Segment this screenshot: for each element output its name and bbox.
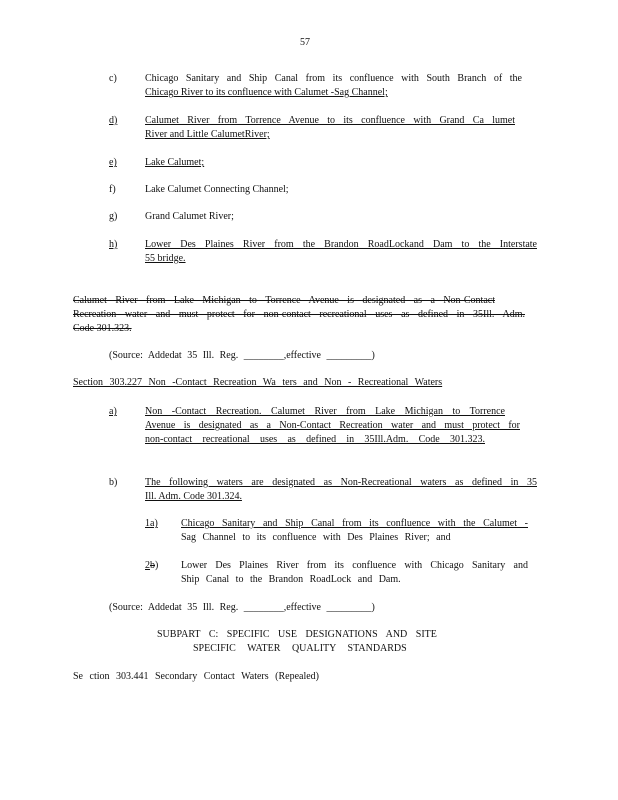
list-marker: a) xyxy=(109,406,117,417)
source-note: (Source: Addedat 35 Ill. Reg. ________,effective _________) xyxy=(109,350,375,361)
marker-paren: ) xyxy=(155,560,159,571)
list-item-line: The following waters are designated as Non-Recreational waters as defined in 35 xyxy=(145,477,537,488)
list-item-line: Chicago Sanitary and Ship Canal from its confluence with South Branch of the xyxy=(145,73,522,84)
subpart-heading: SPECIFIC WATER QUALITY STANDARDS xyxy=(193,643,407,654)
source-note: (Source: Addedat 35 Ill. Reg. ________,effective _________) xyxy=(109,602,375,613)
list-item-line: Calumet River from Torrence Avenue to its confluence with Grand Ca lumet xyxy=(145,115,515,126)
list-item-line: Avenue is designated as a Non-Contact Recreation water and must protect for xyxy=(145,420,520,431)
section-heading: Section 303.227 Non -Contact Recreation Wa ters and Non - Recreational Waters xyxy=(73,377,443,388)
list-item-line: Lower Des Plaines River from the Brandon RoadLockand Dam to the Interstate xyxy=(145,239,537,250)
list-item-line: Ship Canal to the Brandon RoadLock and Dam. xyxy=(181,574,401,585)
inserted-marker: 2 xyxy=(145,560,150,571)
list-item-line: Chicago River to its confluence with Calumet -Sag Channel; xyxy=(145,87,388,98)
page-number: 57 xyxy=(300,37,310,48)
list-item-line: 55 bridge. xyxy=(145,253,186,264)
list-item-line: non-contact recreational uses as defined in 35Ill.Adm. Code 301.323. xyxy=(145,434,485,445)
list-marker: h) xyxy=(109,239,118,250)
deleted-text-line: Code 301.323. xyxy=(73,323,132,334)
list-item-line: Sag Channel to its confluence with Des Plaines River; and xyxy=(181,532,451,543)
deleted-text-line: Calumet River from Lake Michigan to Torrence Avenue is designated as a Non-Contact xyxy=(73,295,495,306)
list-item-line: Lake Calumet Connecting Channel; xyxy=(145,184,289,195)
list-item-line: Grand Calumet River; xyxy=(145,211,234,222)
list-marker: b) xyxy=(109,477,118,488)
list-item-line: Ill. Adm. Code 301.324. xyxy=(145,491,242,502)
list-item-line: Chicago Sanitary and Ship Canal from its confluence with the Calumet - xyxy=(181,518,528,529)
list-item-line: Lower Des Plaines River from its confluence with Chicago Sanitary and xyxy=(181,560,528,571)
list-item-line: River and Little CalumetRiver; xyxy=(145,129,270,140)
list-marker: g) xyxy=(109,211,118,222)
deleted-marker: b xyxy=(150,560,155,571)
list-marker: c) xyxy=(109,73,117,84)
list-item-line: Lake Calumet; xyxy=(145,157,205,168)
list-item-line: Non -Contact Recreation. Calumet River from Lake Michigan to Torrence xyxy=(145,406,505,417)
list-marker: e) xyxy=(109,157,117,168)
list-marker: f) xyxy=(109,184,116,195)
subpart-heading: SUBPART C: SPECIFIC USE DESIGNATIONS AND SITE xyxy=(157,629,437,640)
section-heading: Se ction 303.441 Secondary Contact Waters (Repealed) xyxy=(73,671,320,682)
list-marker: 1a) xyxy=(145,518,158,529)
list-marker xyxy=(145,559,158,573)
deleted-text-line: Recreation water and must protect for non-contact recreational uses as defined in 35Ill. Adm. xyxy=(73,309,525,320)
list-marker: d) xyxy=(109,115,118,126)
